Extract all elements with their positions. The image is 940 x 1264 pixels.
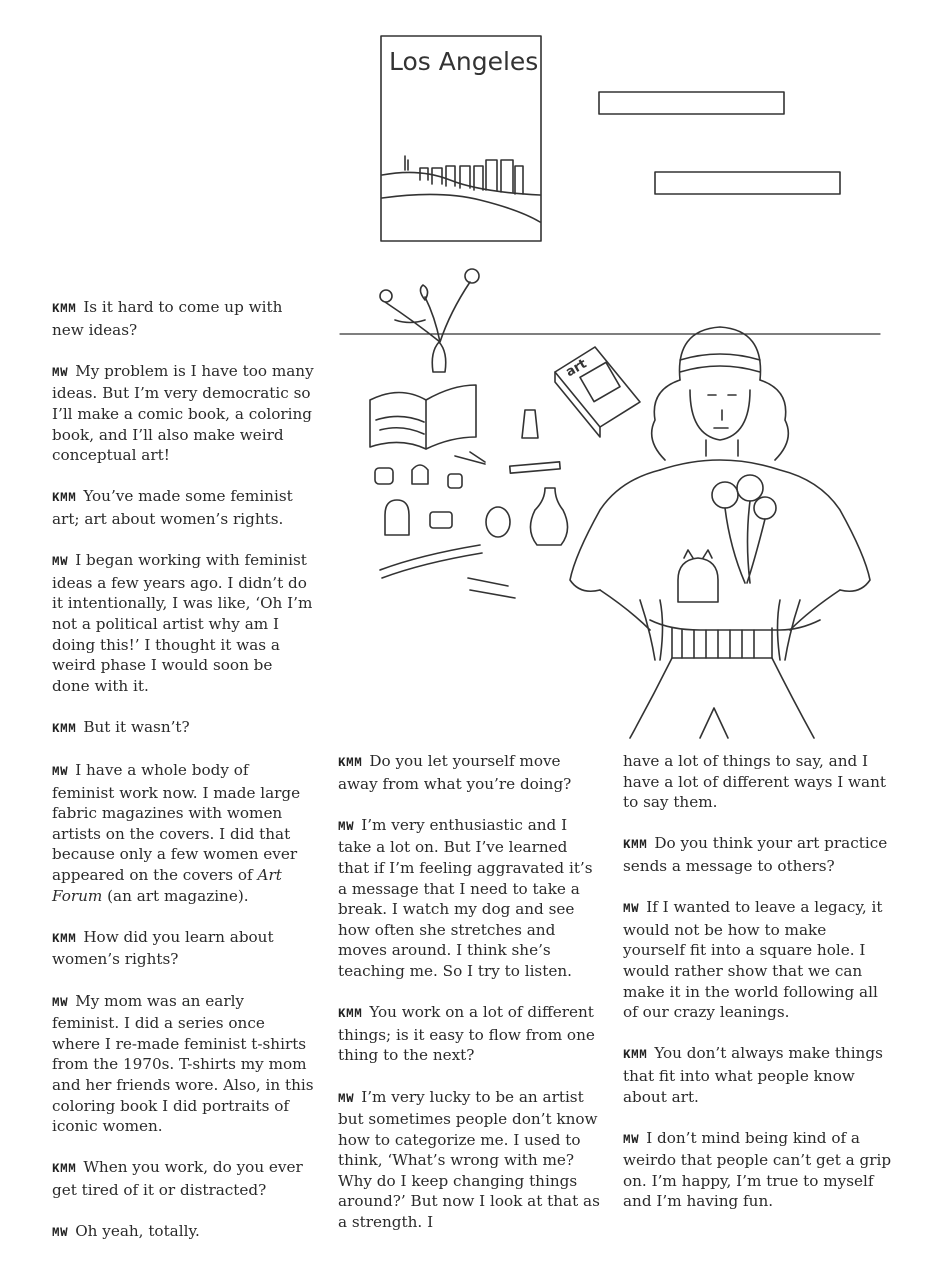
speaker-label: MW bbox=[623, 902, 640, 917]
speaker-label: MW bbox=[338, 1091, 355, 1106]
qa-text: My mom was an early feminist. I did a series once where I re-made feminist t-shirts from the 1970s. T-shirts my mom and her friends wore. Also, in this coloring book I did portraits of iconic women. bbox=[52, 991, 314, 1136]
middle-column bbox=[338, 751, 600, 1253]
blank-sign-lower bbox=[655, 172, 840, 194]
qa-item bbox=[52, 297, 314, 340]
qa-item bbox=[338, 1002, 600, 1066]
speaker-label: KMM bbox=[623, 838, 648, 853]
qa-item bbox=[623, 897, 893, 1023]
qa-item bbox=[52, 361, 314, 466]
speaker-label: KMM bbox=[338, 1007, 363, 1022]
qa-item bbox=[623, 1128, 893, 1212]
qa-text: I have a whole body of feminist work now. I made large fabric magazines with women artists on the covers. I did that because only a few women ever appeared on the covers of bbox=[52, 761, 301, 885]
qa-item bbox=[52, 760, 314, 906]
qa-text: You’ve made some feminist art; art about women’s rights. bbox=[52, 487, 293, 528]
speaker-label: KMM bbox=[52, 302, 77, 316]
art-book bbox=[555, 347, 640, 437]
qa-item bbox=[52, 486, 314, 529]
speaker-label: MW bbox=[52, 365, 69, 380]
qa-text: How did you learn about women’s rights? bbox=[52, 927, 274, 969]
qa-item bbox=[338, 815, 600, 982]
qa-text: Do you let yourself move away from what you’re doing? bbox=[338, 752, 572, 793]
speaker-label: KMM bbox=[52, 721, 77, 736]
qa-item-continued bbox=[623, 751, 893, 813]
qa-text: You work on a lot of different things; is it easy to flow from one thing to the next? bbox=[338, 1003, 595, 1065]
art-book-label: art bbox=[563, 356, 590, 381]
speaker-label: MW bbox=[52, 1226, 69, 1241]
qa-item bbox=[52, 1157, 314, 1200]
art-supplies bbox=[375, 410, 568, 598]
qa-item bbox=[52, 927, 314, 970]
qa-item bbox=[52, 550, 314, 696]
magazine-title: Art Forum bbox=[52, 866, 282, 905]
speaker-label: MW bbox=[52, 555, 69, 570]
qa-text: have a lot of things to say, and I have a lot of different ways I want to say them. bbox=[623, 752, 886, 812]
qa-item bbox=[52, 717, 314, 740]
qa-text: Do you think your art practice sends a message to others? bbox=[623, 834, 888, 875]
qa-item bbox=[338, 1087, 600, 1233]
speaker-label: KMM bbox=[623, 1048, 648, 1063]
qa-text: But it wasn’t? bbox=[83, 717, 190, 736]
qa-text: I’m very lucky to be an artist but sometimes people don’t know how to categorize me. I used to think, ‘What’s wrong with me? Why do I keep changing things around?’ But now I look at that as a strength. I bbox=[338, 1087, 600, 1232]
right-column bbox=[623, 751, 893, 1233]
qa-text: I began working with feminist ideas a few years ago. I didn’t do it intentionally, I was like, ‘Oh I’m not a political artist why am I doing this!’ I thought it was a weird phase I would soon be done with it. bbox=[52, 551, 313, 695]
qa-item bbox=[623, 833, 893, 876]
flower-vase bbox=[380, 269, 479, 372]
speaker-label: KMM bbox=[52, 1162, 77, 1177]
qa-text: I don’t mind being kind of a weirdo that people can’t get a grip on. I’m happy, I’m true to myself and I’m having fun. bbox=[623, 1128, 892, 1211]
qa-text: When you work, do you ever get tired of it or distracted? bbox=[52, 1158, 303, 1199]
qa-text: Oh yeah, totally. bbox=[75, 1222, 200, 1241]
qa-text: If I wanted to leave a legacy, it would not be how to make yourself fit into a square hole. I would rather show that we can make it in the world following all of our crazy leanings. bbox=[623, 898, 883, 1022]
speaker-label: KMM bbox=[338, 756, 363, 770]
qa-item bbox=[52, 991, 314, 1137]
open-book bbox=[370, 385, 476, 449]
speaker-label: KMM bbox=[52, 931, 77, 946]
qa-text: (an art magazine). bbox=[102, 886, 249, 905]
speaker-label: MW bbox=[52, 765, 69, 780]
qa-text: I’m very enthusiastic and I take a lot on. But I’ve learned that if I’m feeling aggravated it’s a message that I need to take a break. I watch my dog and see how often she stretches and moves around. I think she’s teaching me. So I try to listen. bbox=[338, 815, 593, 980]
speaker-label: MW bbox=[338, 819, 355, 834]
speaker-label: KMM bbox=[52, 491, 77, 506]
qa-item bbox=[623, 1043, 893, 1107]
qa-text: My problem is I have too many ideas. But I’m very democratic so I’ll make a comic book, a coloring book, and I’ll also make weird conceptual art! bbox=[52, 361, 314, 465]
poster-title: Los Angeles bbox=[389, 47, 539, 76]
qa-text: You don’t always make things that fit into what people know about art. bbox=[623, 1044, 883, 1106]
speaker-label: MW bbox=[52, 995, 69, 1010]
blank-sign-upper bbox=[599, 92, 784, 114]
speaker-label: MW bbox=[623, 1132, 640, 1147]
qa-text: Is it hard to come up with new ideas? bbox=[52, 298, 283, 339]
qa-item bbox=[52, 1221, 314, 1244]
qa-item bbox=[338, 751, 600, 794]
left-column bbox=[52, 297, 314, 1264]
